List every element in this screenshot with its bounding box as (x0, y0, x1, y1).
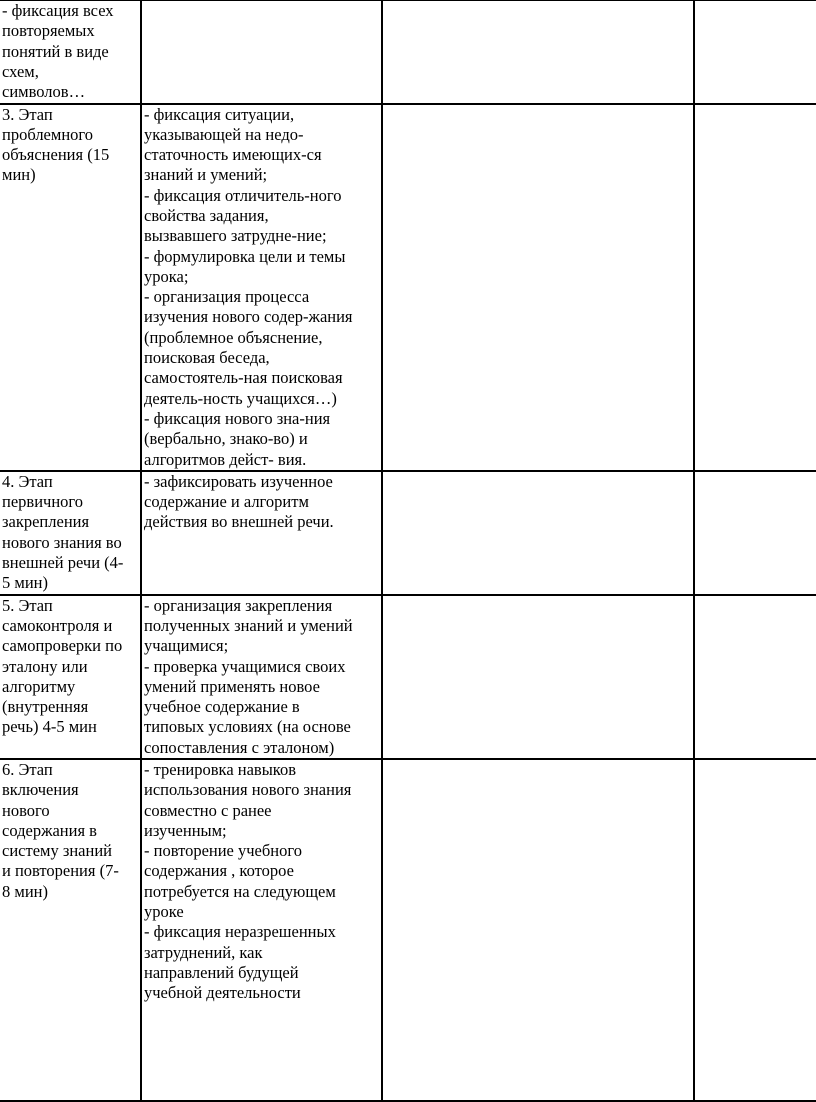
content-text-line: использования нового знания (144, 780, 352, 800)
stage-text-line: самопроверки по (2, 636, 123, 656)
stage-text-line: внешней речи (4- (2, 553, 124, 573)
content-cell (141, 595, 382, 759)
content-text-line: - организация процесса (144, 287, 310, 307)
stage-text-line: 4. Этап (2, 471, 53, 491)
extra-cell (694, 759, 816, 1101)
stage-text-line: мин) (2, 165, 36, 185)
table-row (0, 1, 816, 104)
content-cell (141, 759, 382, 1101)
stage-text-line: закрепления (2, 512, 90, 532)
content-cell (141, 1, 382, 104)
stage-text-line: 3. Этап (2, 104, 53, 124)
content-text-line: умений применять новое (144, 676, 320, 696)
extra-cell (694, 471, 816, 595)
stage-cell (0, 1, 141, 104)
table-row (0, 104, 816, 471)
content-text-line: изученным; (144, 820, 227, 840)
content-text-line: - фиксация нового зна-ния (144, 408, 331, 428)
content-text-line: урока; (144, 266, 189, 286)
stage-text-line: проблемного (2, 124, 93, 144)
content-text-line: - повторение учебного (144, 841, 302, 861)
content-text-line: - тренировка навыков (144, 760, 297, 779)
content-text-line: содержание и алгоритм (144, 492, 309, 512)
content-cell (141, 471, 382, 595)
table-body (0, 1, 816, 1102)
content-text-line: деятель-ность учащихся…) (144, 388, 337, 408)
content-text-line: полученных знаний и умений (144, 615, 353, 635)
stage-text-line: понятий в виде (2, 41, 109, 61)
content-text-line: - формулировка цели и темы (144, 246, 346, 266)
content-text-line: - фиксация неразрешенных (144, 922, 336, 942)
content-text-line: совместно с ранее (144, 800, 272, 820)
content-text-line: направлений будущей (144, 962, 299, 982)
stage-text-line: (внутренняя (2, 697, 89, 717)
content-text-line: учебной деятельности (144, 983, 301, 1003)
content-text-line: действия во внешней речи. (144, 512, 334, 532)
content-text-line: сопоставления с эталоном) (144, 737, 335, 757)
extra-cell (694, 104, 816, 471)
content-text-line: знаний и умений; (144, 165, 268, 185)
stage-text-line: символов… (2, 82, 86, 102)
content-text-line: свойства задания, (144, 205, 269, 225)
teacher-cell (382, 104, 694, 471)
stage-cell (0, 471, 141, 595)
stage-cell (0, 104, 141, 471)
stage-text-line: нового (2, 800, 50, 820)
stage-text-line: включения (2, 780, 79, 800)
extra-cell (694, 1, 816, 104)
teacher-cell (382, 471, 694, 595)
content-cell (141, 104, 382, 471)
content-text-line: алгоритмов дейст- вия. (144, 449, 307, 469)
content-text-line: типовых условиях (на основе (144, 717, 351, 737)
content-text-line: затруднений, как (144, 942, 263, 962)
content-text-line: уроке (144, 902, 184, 922)
table-row (0, 759, 816, 1101)
content-text-line: содержания , которое (144, 861, 294, 881)
teacher-cell (382, 1, 694, 104)
stage-cell (0, 595, 141, 759)
content-text-line: - фиксация ситуации, (144, 104, 295, 124)
content-text-line: (проблемное объяснение, (144, 327, 323, 347)
content-text-line: самостоятель-ная поисковая (144, 368, 343, 388)
content-text-line: - проверка учащимися своих (144, 656, 346, 676)
stage-text-line: эталону или (2, 656, 88, 676)
content-text-line: поисковая беседа, (144, 348, 270, 368)
stage-text-line: систему знаний (2, 841, 112, 861)
content-text-line: (вербально, знако-во) и (144, 429, 308, 449)
content-text-line: учащимися; (144, 636, 229, 656)
content-text-line: потребуется на следующем (144, 881, 336, 901)
stage-cell (0, 759, 141, 1101)
content-text-line: статочность имеющих-ся (144, 145, 322, 165)
content-text-line: - фиксация отличитель-ного (144, 185, 342, 205)
stage-text-line: самоконтроля и (2, 615, 113, 635)
content-text-line: изучения нового содер-жания (144, 307, 353, 327)
content-text-line: указывающей на недо- (144, 124, 304, 144)
stage-text-line: нового знания во (2, 532, 122, 552)
stage-text-line: - фиксация всех (2, 1, 114, 20)
extra-cell (694, 595, 816, 759)
stage-text-line: алгоритму (2, 676, 76, 696)
table-row (0, 595, 816, 759)
teacher-cell (382, 759, 694, 1101)
stage-text-line: 5 мин) (2, 573, 48, 593)
stage-text-line: речь) 4-5 мин (2, 717, 97, 737)
stage-text-line: 6. Этап (2, 760, 53, 779)
stage-text-line: первичного (2, 492, 84, 512)
stage-text-line: повторяемых (2, 21, 95, 41)
content-text-line: вызвавшего затрудне-ние; (144, 226, 327, 246)
stage-text-line: 5. Этап (2, 595, 53, 615)
content-text-line: учебное содержание в (144, 697, 300, 717)
stage-text-line: и повторения (7- (2, 861, 119, 881)
stage-text-line: объяснения (15 (2, 145, 110, 165)
stage-text-line: 8 мин) (2, 881, 48, 901)
stage-text-line: содержания в (2, 820, 97, 840)
content-text-line: - зафиксировать изученное (144, 471, 333, 491)
teacher-cell (382, 595, 694, 759)
content-text-line: - организация закрепления (144, 595, 333, 615)
table-row (0, 471, 816, 595)
stage-text-line: схем, (2, 61, 39, 81)
